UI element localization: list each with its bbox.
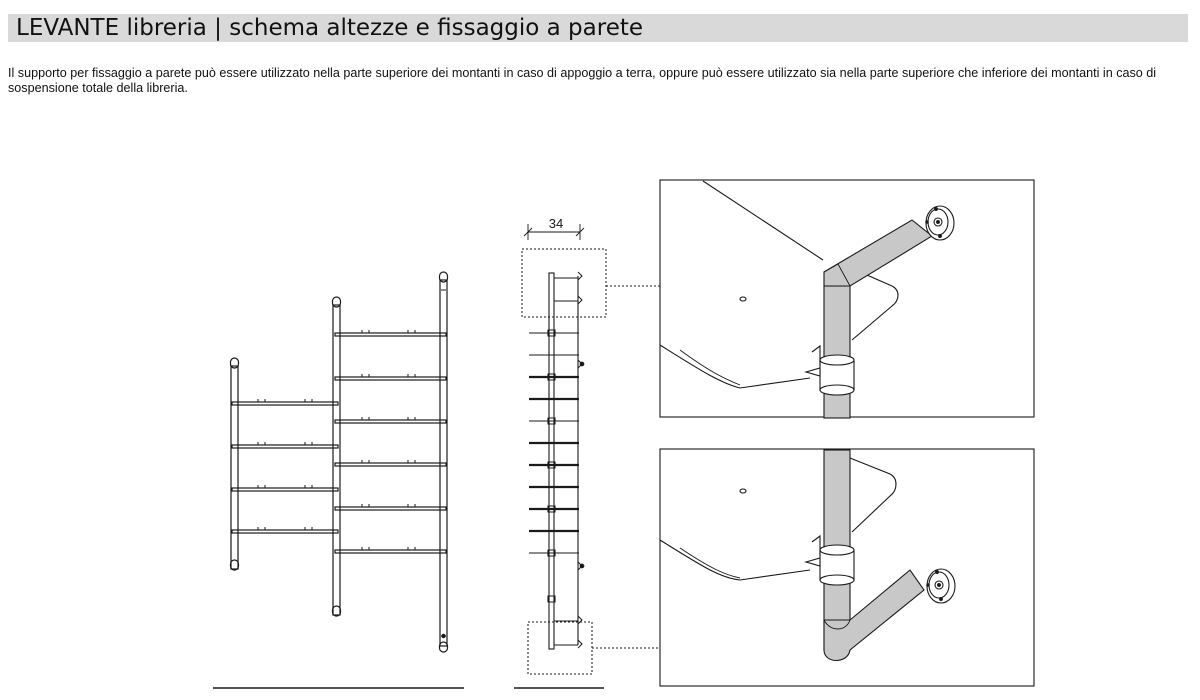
detail-bottom bbox=[660, 449, 1034, 686]
shelf bbox=[232, 445, 338, 448]
shelf bbox=[335, 463, 446, 466]
shelf bbox=[335, 420, 446, 423]
callout-box-bottom bbox=[528, 622, 592, 674]
front-view bbox=[213, 272, 464, 688]
detail-top bbox=[660, 180, 1034, 418]
shelf bbox=[232, 530, 338, 533]
tube bbox=[824, 286, 850, 418]
page-title: LEVANTE libreria | schema altezze e fissaggio a parete bbox=[16, 15, 644, 41]
description-text: Il supporto per fissaggio a parete può essere utilizzato nella parte superiore dei montanti in caso di appoggio a terra, oppure può essere utilizzato sia nella parte superiore che inferiore dei montanti in caso di sospensione totale della libreria. bbox=[8, 66, 1157, 95]
upright bbox=[231, 366, 238, 569]
shelves-right bbox=[335, 330, 446, 553]
shelf bbox=[232, 402, 338, 405]
upright-cap bbox=[440, 642, 448, 652]
shelf bbox=[335, 333, 446, 336]
shelf bbox=[335, 507, 446, 510]
side-upright bbox=[549, 273, 554, 649]
upright bbox=[333, 305, 340, 615]
callout-box-top bbox=[522, 249, 606, 317]
shelf bbox=[335, 550, 446, 553]
shelf bbox=[335, 377, 446, 380]
side-view bbox=[514, 216, 660, 688]
shelves-left bbox=[232, 399, 338, 533]
dimension-label: 34 bbox=[548, 216, 564, 231]
shelf bbox=[232, 488, 338, 491]
